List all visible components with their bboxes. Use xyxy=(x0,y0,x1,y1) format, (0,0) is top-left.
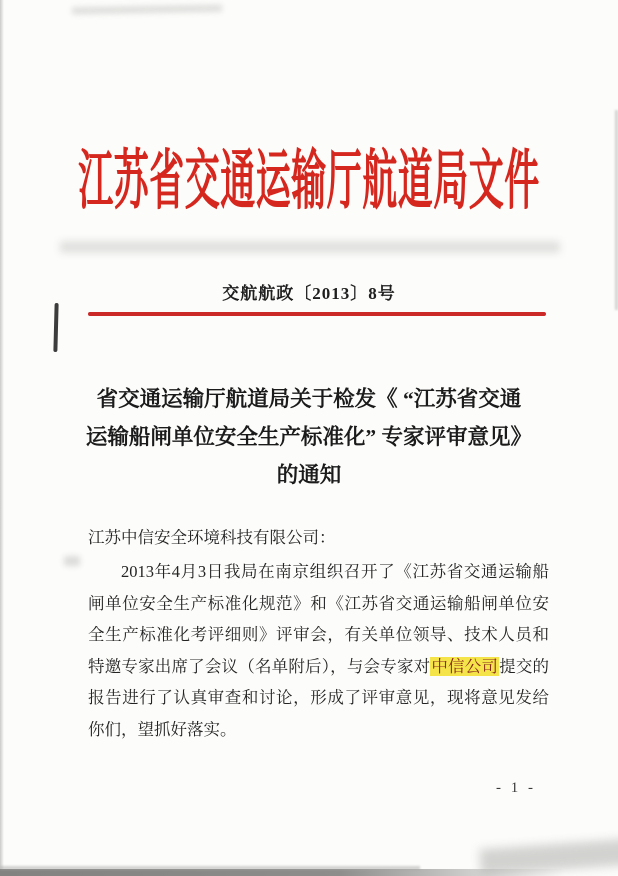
letterhead-org-title xyxy=(0,145,618,218)
subject-line-3: 的通知 xyxy=(276,463,342,487)
scan-middle-smudge-band xyxy=(60,241,560,253)
scan-corner-smudge xyxy=(479,839,618,875)
scan-left-small-smudge xyxy=(64,556,80,566)
document-subject-title xyxy=(50,380,568,494)
page-number: - 1 - xyxy=(496,780,536,796)
letterhead-org-title-text: 江苏省交通运输厅航道局文件 xyxy=(78,145,540,218)
red-divider-line xyxy=(88,312,546,316)
subject-line-1: 省交通运输厅航道局关于检发《 “江苏省交通 xyxy=(96,387,522,411)
subject-line-2: 运输船闸单位安全生产标准化” 专家评审意见》 xyxy=(85,425,533,449)
document-number: 交航航政〔2013〕8号 xyxy=(222,284,396,303)
scan-left-edge-shadow xyxy=(0,0,4,876)
scan-bottom-edge-shadow-light xyxy=(0,866,420,870)
pen-stroke-mark xyxy=(53,303,58,352)
paragraph-text-after: 提交的报告进行了认真审查和讨论，形成了评审意见，现将意见发给你们，望抓好落实。 xyxy=(88,656,550,739)
highlighted-company-name: 中信公司 xyxy=(431,656,499,676)
salutation-line: 江苏中信安全环境科技有限公司： xyxy=(88,528,336,547)
scan-top-smudge xyxy=(72,5,222,15)
paragraph-text-before: 2013年4月3日我局在南京组织召开了《江苏省交通运输船闸单位安全生产标准化规范》和《江苏省交通运输船闸单位安全生产标准化考评细则》评审会，有关单位领导、技术人员和特邀专家出席了会议（名单附后），与会专家对 xyxy=(88,562,549,676)
body-paragraph xyxy=(88,556,549,745)
